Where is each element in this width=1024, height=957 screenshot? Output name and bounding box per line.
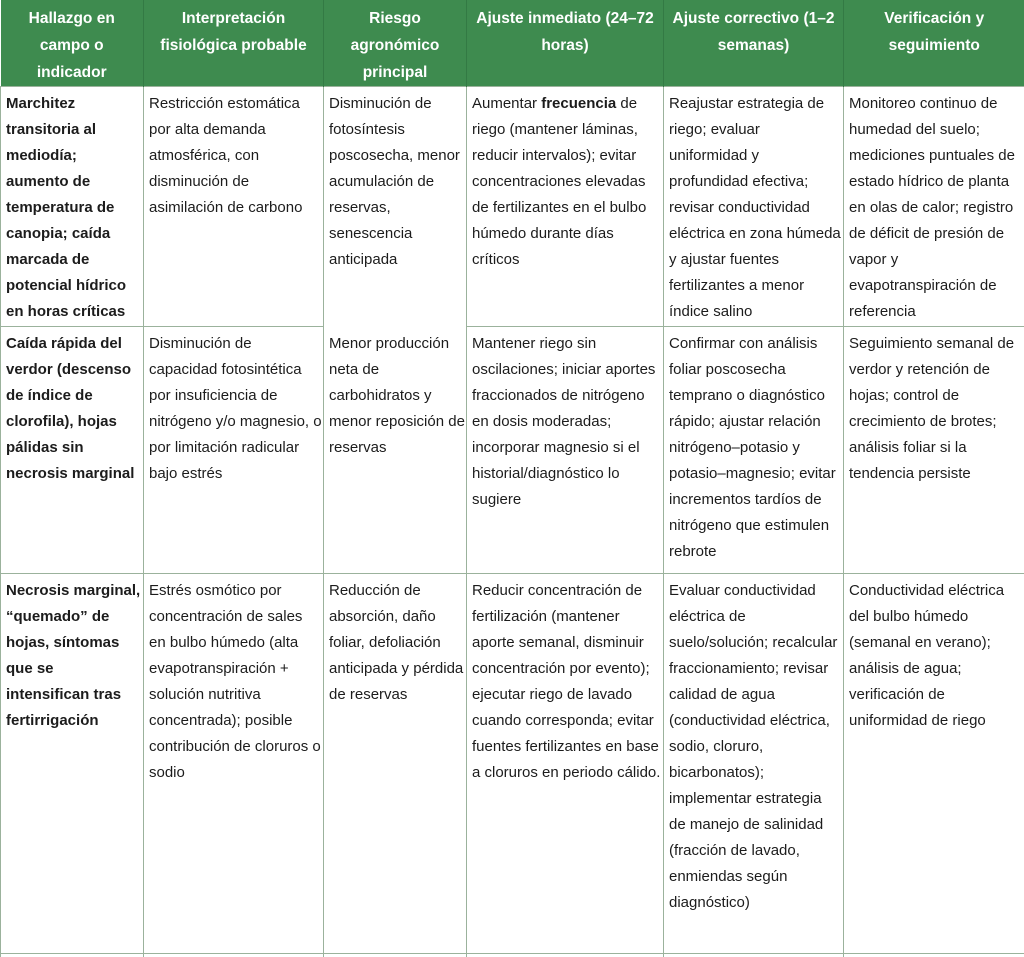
table-cell bbox=[664, 954, 844, 957]
column-header-riesgo: Riesgo agronómico principal bbox=[324, 0, 467, 87]
table-body bbox=[1, 87, 1024, 957]
table-cell: Evaluar conductividad eléctrica de suelo/solución; recalcular fraccionamiento; revisar calidad de agua (conductividad eléctrica, sodio, cloruro, bicarbonatos); implementar estrategia de manejo de salinidad (fracción de lavado, enmiendas según diagnóstico) bbox=[664, 574, 844, 954]
column-header-ajuste-inmediato: Ajuste inmediato (24–72 horas) bbox=[467, 0, 664, 87]
column-header-ajuste-correctivo: Ajuste correctivo (1–2 semanas) bbox=[664, 0, 844, 87]
table-row bbox=[1, 954, 1024, 957]
table-header-row bbox=[1, 0, 1024, 87]
table-cell: Restricción estomática por alta demanda atmosférica, con disminución de asimilación de carbono bbox=[144, 87, 324, 327]
column-header-interpretacion: Interpretación fisiológica probable bbox=[144, 0, 324, 87]
column-header-hallazgo: Hallazgo en campo o indicador bbox=[1, 0, 144, 87]
table-cell: Marchitez transitoria al mediodía; aumento de temperatura de canopia; caída marcada de potencial hídrico en horas críticas bbox=[1, 87, 144, 327]
table-cell: Necrosis marginal, “quemado” de hojas, síntomas que se intensifican tras fertirrigación bbox=[1, 574, 144, 954]
table-cell bbox=[844, 954, 1024, 957]
table-row bbox=[1, 87, 1024, 327]
table-cell: Confirmar con análisis foliar poscosecha temprano o diagnóstico rápido; ajustar relación nitrógeno–potasio y potasio–magnesio; evitar incrementos tardíos de nitrógeno que estimulen rebrote bbox=[664, 327, 844, 574]
table-cell: Reducción de absorción, daño foliar, defoliación anticipada y pérdida de reservas bbox=[324, 574, 467, 954]
table-cell: Estrés osmótico por concentración de sales en bulbo húmedo (alta evapotranspiración + solución nutritiva concentrada); posible contribución de cloruros o sodio bbox=[144, 574, 324, 954]
table-cell bbox=[1, 954, 144, 957]
table-cell bbox=[467, 954, 664, 957]
table-cell: Monitoreo continuo de humedad del suelo; mediciones puntuales de estado hídrico de planta en olas de calor; registro de déficit de presión de vapor y evapotranspiración de referencia bbox=[844, 87, 1024, 327]
table-cell: Reajustar estrategia de riego; evaluar uniformidad y profundidad efectiva; revisar conductividad eléctrica en zona húmeda y ajustar fuentes fertilizantes a menor índice salino bbox=[664, 87, 844, 327]
table-cell bbox=[324, 954, 467, 957]
table-cell: Reducir concentración de fertilización (mantener aporte semanal, disminuir concentración por evento); ejecutar riego de lavado cuando corresponda; evitar fuentes fertilizantes en base a cloruros en periodo cálido. bbox=[467, 574, 664, 954]
table-row bbox=[1, 574, 1024, 954]
table-cell: Seguimiento semanal de verdor y retención de hojas; control de crecimiento de brotes; análisis foliar si la tendencia persiste bbox=[844, 327, 1024, 574]
table-cell: Caída rápida del verdor (descenso de índice de clorofila), hojas pálidas sin necrosis marginal bbox=[1, 327, 144, 574]
table-cell: Mantener riego sin oscilaciones; iniciar aportes fraccionados de nitrógeno en dosis moderadas; incorporar magnesio si el historial/diagnóstico lo sugiere bbox=[467, 327, 664, 574]
table-cell: Conductividad eléctrica del bulbo húmedo (semanal en verano); análisis de agua; verificación de uniformidad de riego bbox=[844, 574, 1024, 954]
table-cell: Menor producción neta de carbohidratos y menor reposición de reservas bbox=[324, 327, 467, 574]
table-cell bbox=[144, 954, 324, 957]
table-cell: Aumentar frecuencia de riego (mantener láminas, reducir intervalos); evitar concentraciones elevadas de fertilizantes en el bulbo húmedo durante días críticos bbox=[467, 87, 664, 327]
table-cell: Disminución de fotosíntesis poscosecha, menor acumulación de reservas, senescencia anticipada bbox=[324, 87, 467, 327]
column-header-verificacion: Verificación y seguimiento bbox=[844, 0, 1024, 87]
table-row bbox=[1, 327, 1024, 574]
table-cell: Disminución de capacidad fotosintética por insuficiencia de nitrógeno y/o magnesio, o por limitación radicular bajo estrés bbox=[144, 327, 324, 574]
